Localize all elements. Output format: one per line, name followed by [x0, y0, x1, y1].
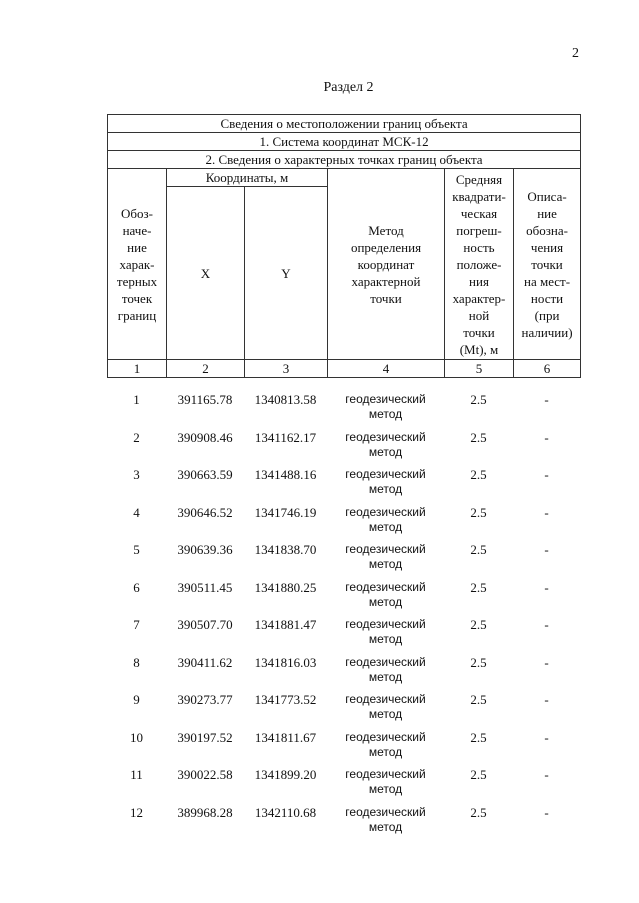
coord-y: 1341773.52	[254, 692, 317, 707]
coord-x: 390511.45	[177, 579, 233, 595]
point-number: 6	[133, 579, 140, 595]
header-x: X	[167, 187, 245, 360]
table-row	[107, 459, 580, 497]
coord-x: 390908.46	[177, 429, 233, 445]
description-cell: -	[544, 504, 549, 520]
method-cell: геодезический метод	[345, 767, 426, 796]
table-row	[107, 684, 580, 722]
point-number: 11	[130, 767, 143, 782]
header-coordinates: Координаты, м	[167, 169, 328, 187]
point-number: 7	[133, 617, 140, 632]
method-cell: геодезический метод	[345, 804, 426, 834]
error-cell: 2.5	[470, 804, 487, 820]
table-row	[107, 384, 580, 422]
error-cell: 2.5	[470, 654, 487, 670]
method-cell: геодезический метод	[345, 467, 426, 496]
table-row	[107, 422, 580, 460]
description-cell: -	[544, 692, 549, 707]
method-cell: геодезический метод	[345, 654, 426, 684]
description-cell: -	[544, 654, 549, 670]
boundary-points-table	[107, 114, 581, 378]
error-cell: 2.5	[470, 429, 487, 445]
header-point-designation: Обоз- наче- ние харак- терных точек границ	[108, 169, 167, 360]
table-title-1: Сведения о местоположении границ объекта	[108, 115, 581, 133]
coord-y: 1341488.16	[254, 467, 317, 482]
method-cell: геодезический метод	[345, 692, 426, 721]
column-number-5: 5	[445, 360, 514, 378]
error-cell: 2.5	[470, 467, 487, 482]
table-row	[107, 797, 580, 835]
table-title-3: 2. Сведения о характерных точках границ объекта	[108, 151, 581, 169]
coord-y: 1341899.20	[254, 767, 317, 782]
table-row	[107, 609, 580, 647]
coord-y: 1340813.58	[254, 392, 317, 407]
point-number: 9	[133, 692, 140, 707]
page-number: 2	[572, 46, 579, 61]
header-method: Метод определения координат характерной точки	[328, 169, 445, 360]
coord-x: 390411.62	[177, 654, 233, 670]
coord-y: 1341746.19	[254, 504, 317, 520]
method-cell: геодезический метод	[345, 617, 426, 646]
coord-x: 390646.52	[177, 504, 233, 520]
error-cell: 2.5	[470, 542, 487, 557]
point-number: 1	[133, 392, 140, 407]
coord-x: 389968.28	[177, 804, 233, 820]
coord-y: 1341881.47	[254, 617, 317, 632]
table-row	[107, 722, 580, 760]
point-number: 4	[133, 504, 140, 520]
coord-y: 1342110.68	[254, 804, 317, 820]
data-rows	[107, 384, 580, 834]
header-y: Y	[245, 187, 328, 360]
coord-y: 1341880.25	[254, 579, 317, 595]
description-cell: -	[544, 617, 549, 632]
column-number-6: 6	[514, 360, 581, 378]
point-number: 10	[130, 729, 143, 745]
point-number: 3	[133, 467, 140, 482]
table-title-2: 1. Система координат МСК-12	[108, 133, 581, 151]
coord-x: 390197.52	[177, 729, 233, 745]
method-cell: геодезический метод	[345, 579, 426, 609]
coord-x: 390663.59	[177, 467, 233, 482]
error-cell: 2.5	[470, 767, 487, 782]
coord-y: 1341838.70	[254, 542, 317, 557]
error-cell: 2.5	[470, 729, 487, 745]
method-cell: геодезический метод	[345, 542, 426, 571]
coord-x: 390507.70	[177, 617, 233, 632]
error-cell: 2.5	[470, 504, 487, 520]
section-title: Раздел 2	[323, 80, 374, 95]
description-cell: -	[544, 729, 549, 745]
coord-x: 391165.78	[177, 392, 233, 407]
method-cell: геодезический метод	[345, 729, 426, 759]
column-number-4: 4	[328, 360, 445, 378]
coord-x: 390273.77	[177, 692, 233, 707]
coord-y: 1341162.17	[254, 429, 317, 445]
point-number: 12	[130, 804, 143, 820]
header-description: Описа- ние обозна- чения точки на мест- ности (при наличии)	[514, 169, 581, 360]
coord-x: 390639.36	[177, 542, 233, 557]
description-cell: -	[544, 579, 549, 595]
description-cell: -	[544, 429, 549, 445]
point-number: 8	[133, 654, 140, 670]
coord-y: 1341816.03	[254, 654, 317, 670]
error-cell: 2.5	[470, 692, 487, 707]
error-cell: 2.5	[470, 392, 487, 407]
table-row	[107, 759, 580, 797]
description-cell: -	[544, 542, 549, 557]
error-cell: 2.5	[470, 617, 487, 632]
error-cell: 2.5	[470, 579, 487, 595]
method-cell: геодезический метод	[345, 429, 426, 459]
coord-y: 1341811.67	[254, 729, 317, 745]
method-cell: геодезический метод	[345, 392, 426, 421]
point-number: 5	[133, 542, 140, 557]
description-cell: -	[544, 392, 549, 407]
column-number-2: 2	[167, 360, 245, 378]
table-row	[107, 534, 580, 572]
table-row	[107, 572, 580, 610]
method-cell: геодезический метод	[345, 504, 426, 534]
table-row	[107, 497, 580, 535]
column-number-1: 1	[108, 360, 167, 378]
table-row	[107, 647, 580, 685]
description-cell: -	[544, 467, 549, 482]
coord-x: 390022.58	[177, 767, 233, 782]
column-number-3: 3	[245, 360, 328, 378]
description-cell: -	[544, 767, 549, 782]
header-error: Средняя квадрати- ческая погреш- ность положе- ния характер- ной точки (Mt), м	[445, 169, 514, 360]
point-number: 2	[133, 429, 140, 445]
description-cell: -	[544, 804, 549, 820]
